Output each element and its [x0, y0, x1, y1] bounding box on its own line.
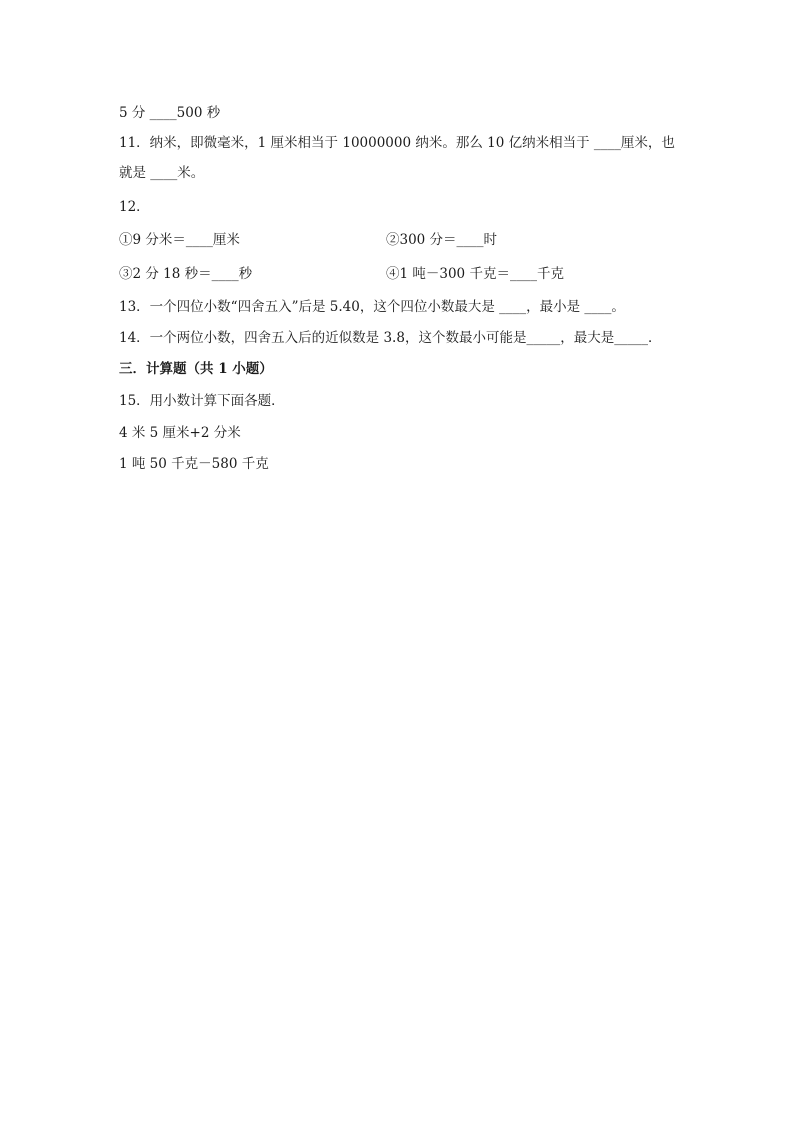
- question-10-fragment: 5 分 ____500 秒: [119, 105, 221, 121]
- section-heading-calculation: 三．计算题（共 1 小题）: [119, 361, 273, 377]
- question-15-item-2: 1 吨 50 千克－580 千克: [119, 456, 269, 472]
- question-15-item-1: 4 米 5 厘米+2 分米: [119, 425, 241, 441]
- question-11-line-1: 11．纳米，即微毫米，1 厘米相当于 10000000 纳米。那么 10 亿纳米相当于 ____厘米，也: [119, 135, 675, 151]
- question-14: 14．一个两位小数，四舍五入后的近似数是 3.8，这个数最小可能是_____，最大是_____．: [119, 330, 662, 346]
- question-12-item-1: ①9 分米＝____厘米: [119, 232, 240, 248]
- question-12-item-3: ③2 分 18 秒＝____秒: [119, 266, 253, 282]
- question-13: 13．一个四位小数“四舍五入”后是 5.40，这个四位小数最大是 ____，最小是 ____。: [119, 299, 625, 315]
- question-11-line-2: 就是 ____米。: [119, 165, 205, 181]
- question-15: 15．用小数计算下面各题．: [119, 393, 285, 409]
- question-12-item-4: ④1 吨－300 千克＝____千克: [386, 266, 564, 282]
- question-12-item-2: ②300 分＝____时: [386, 232, 498, 248]
- question-12-number: 12．: [119, 199, 150, 215]
